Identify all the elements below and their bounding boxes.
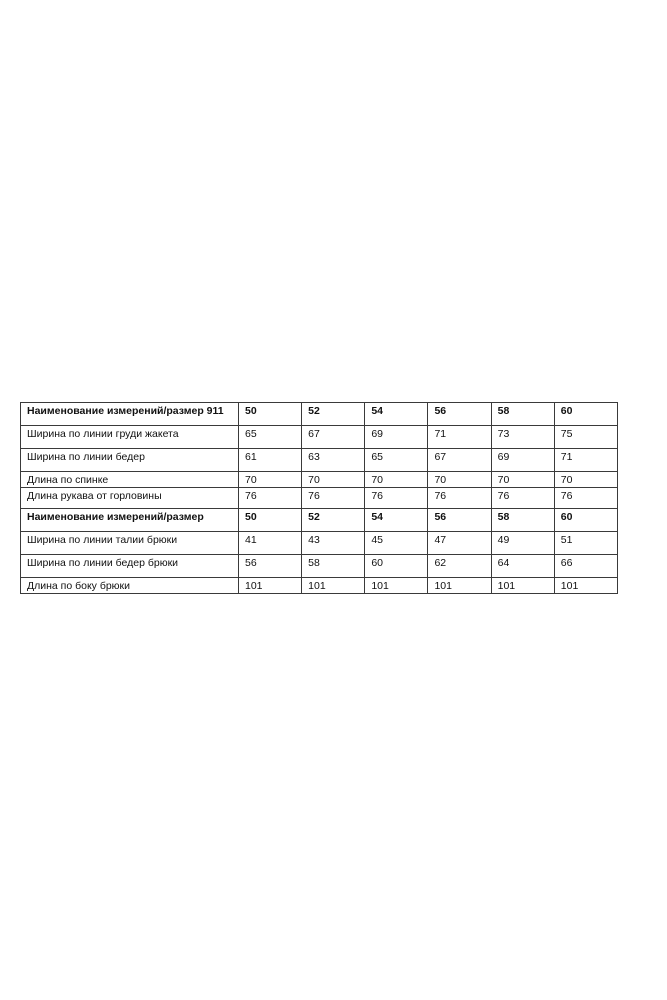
table-row	[21, 426, 618, 449]
size-header-cell: 54	[365, 509, 428, 532]
size-header-cell: 50	[239, 509, 302, 532]
measurement-value: 69	[491, 449, 554, 472]
size-header-cell: 56	[428, 509, 491, 532]
measurement-value: 71	[428, 426, 491, 449]
size-header-cell: 52	[302, 509, 365, 532]
measurement-value: 101	[491, 578, 554, 594]
measurement-value: 66	[554, 555, 617, 578]
table-header-row	[21, 403, 618, 426]
measurement-value: 76	[491, 488, 554, 509]
measurement-value: 65	[365, 449, 428, 472]
size-header-cell: 54	[365, 403, 428, 426]
measurement-value: 67	[428, 449, 491, 472]
measurement-label: Ширина по линии бедер брюки	[21, 555, 239, 578]
size-table-body	[21, 403, 618, 594]
measurement-value: 70	[302, 472, 365, 488]
measurement-value: 41	[239, 532, 302, 555]
measurement-value: 70	[491, 472, 554, 488]
measurement-value: 64	[491, 555, 554, 578]
measurement-value: 43	[302, 532, 365, 555]
measurement-value: 70	[239, 472, 302, 488]
measurement-value: 71	[554, 449, 617, 472]
table-row	[21, 449, 618, 472]
measurement-value: 61	[239, 449, 302, 472]
measurement-value: 51	[554, 532, 617, 555]
measurement-value: 70	[428, 472, 491, 488]
measurement-value: 76	[302, 488, 365, 509]
measurement-label: Длина рукава от горловины	[21, 488, 239, 509]
table-row	[21, 555, 618, 578]
measurement-value: 70	[365, 472, 428, 488]
table-row	[21, 472, 618, 488]
table-row	[21, 532, 618, 555]
measurement-value: 58	[302, 555, 365, 578]
measurement-value: 101	[365, 578, 428, 594]
size-header-cell: 58	[491, 403, 554, 426]
measurement-label: Длина по спинке	[21, 472, 239, 488]
measurement-value: 70	[554, 472, 617, 488]
measurement-value: 63	[302, 449, 365, 472]
measurement-label: Длина по боку брюки	[21, 578, 239, 594]
table-header-row	[21, 509, 618, 532]
measurement-label: Наименование измерений/размер	[21, 509, 239, 532]
measurement-label: Ширина по линии бедер	[21, 449, 239, 472]
size-header-cell: 60	[554, 403, 617, 426]
measurement-value: 49	[491, 532, 554, 555]
measurement-value: 56	[239, 555, 302, 578]
size-header-cell: 56	[428, 403, 491, 426]
size-header-cell: 58	[491, 509, 554, 532]
measurement-label: Ширина по линии груди жакета	[21, 426, 239, 449]
size-header-cell: 52	[302, 403, 365, 426]
measurement-value: 101	[428, 578, 491, 594]
measurement-value: 76	[428, 488, 491, 509]
measurement-value: 75	[554, 426, 617, 449]
measurement-value: 67	[302, 426, 365, 449]
measurement-value: 76	[365, 488, 428, 509]
measurement-value: 47	[428, 532, 491, 555]
measurement-value: 101	[302, 578, 365, 594]
measurement-value: 65	[239, 426, 302, 449]
table-row	[21, 578, 618, 594]
measurement-value: 62	[428, 555, 491, 578]
measurement-value: 101	[239, 578, 302, 594]
size-table	[20, 402, 618, 594]
measurement-value: 69	[365, 426, 428, 449]
measurement-value: 45	[365, 532, 428, 555]
table-row	[21, 488, 618, 509]
measurement-label: Ширина по линии талии брюки	[21, 532, 239, 555]
measurement-value: 76	[239, 488, 302, 509]
size-header-cell: 50	[239, 403, 302, 426]
measurement-value: 101	[554, 578, 617, 594]
measurement-label: Наименование измерений/размер 911	[21, 403, 239, 426]
measurement-value: 60	[365, 555, 428, 578]
measurement-value: 73	[491, 426, 554, 449]
size-header-cell: 60	[554, 509, 617, 532]
measurement-value: 76	[554, 488, 617, 509]
